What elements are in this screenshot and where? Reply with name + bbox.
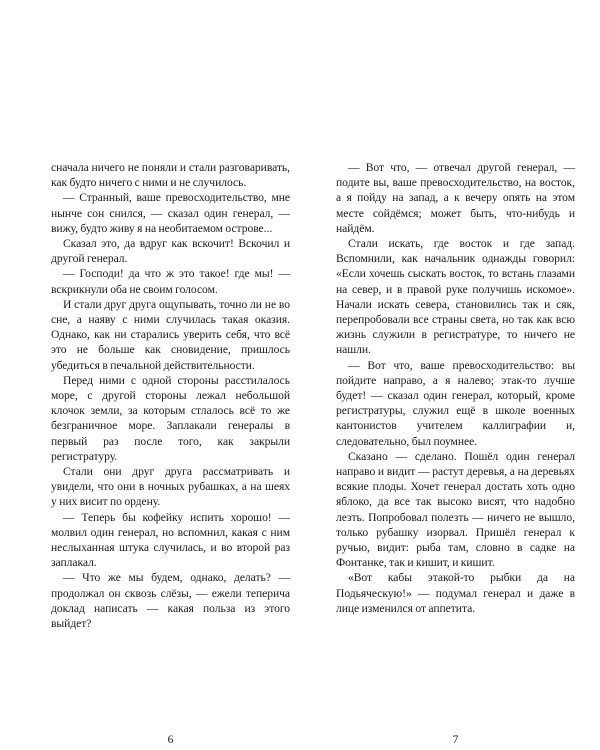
right-paragraph-1: — Вот что, — отвечал другой генерал, — подите вы, ваше превосходительство, на восток, а я пойду на запад, а к вечеру опять на этом месте сойдёмся; может быть, что-нибудь и найдём. (336, 161, 575, 235)
right-paragraph-4: Сказано — сделано. Пошёл один генерал направо и видит — растут деревья, а на деревьях всякие плоды. Хочет генерал достать хоть одно яблоко, да все так высоко висят, что надобно лезть. Попробовал полезть — ничего не вышло, только рубашку изорвал. Пришёл генерал к ручью, видит: рыба там, словно в садке на Фонтанке, так и кишит, и кишит. (336, 449, 575, 570)
left-paragraph-6: Перед ними с одной стороны расстилалось море, с другой стороны лежал небольшой клочок земли, за которым стлалось всё то же безграничное море. Заплакали генералы в первый раз после того, как закрыли регистратуру. (51, 373, 290, 463)
left-page (51, 160, 290, 631)
right-paragraph-5: «Вот кабы этакой-то рыбки да на Подьяческую!» — подумал генерал и даже в лице изменился от аппетита. (336, 571, 575, 615)
left-paragraph-2: — Странный, ваше превосходительство, мне нынче сон снился, — сказал один генерал, — вижу, будто живу я на необитаемом острове... (51, 191, 290, 235)
left-paragraph-5: И стали друг друга ощупывать, точно ли не во сне, а наяву с ними случилась такая оказия. Однако, как ни старались уверить себя, что всё это не больше как сновидение, пришлось убедиться в печальной действительности. (51, 297, 290, 372)
right-paragraph-3: — Вот что, ваше превосходительство: вы пойдите направо, а я налево; этак-то лучше будет! — сказал один генерал, который, кроме регистратуры, служил ещё в школе военных кантонистов учителем каллиграфии и, следовательно, был поумнее. (336, 358, 575, 448)
left-paragraph-7: Стали они друг друга рассматривать и увидели, что они в ночных рубашках, а на шеях у них висит по ордену. (51, 465, 290, 509)
right-page-text (336, 160, 575, 616)
left-paragraph-1: сначала ничего не поняли и стали разговаривать, как будто ничего с ними и не случилось. (51, 161, 290, 190)
left-paragraph-4: — Господи! да что ж это такое! где мы! — вскрикнули оба не своим голосом. (51, 267, 290, 296)
right-page-number: 7 (452, 734, 459, 746)
left-paragraph-8: — Теперь бы кофейку испить хорошо! — молвил один генерал, но вспомнил, какая с ним неслыханная штука случилась, и во второй раз заплакал. (51, 510, 290, 570)
left-paragraph-9: — Что же мы будем, однако, делать? — продолжал он сквозь слёзы, — ежели теперича доклад написать — какая польза из этого выйдет? (51, 571, 290, 631)
right-page (336, 160, 575, 616)
left-page-number: 6 (167, 734, 174, 746)
right-paragraph-2: Стали искать, где восток и где запад. Вспомнили, как начальник однажды говорил: «Если хочешь сыскать восток, то встань глазами на север, и в правой руке получишь искомое». Начали искать севера, становились так и сяк, перепробовали все страны света, но так как всю жизнь служили в регистратуре, то ничего не нашли. (336, 237, 575, 357)
left-page-text (51, 160, 290, 631)
left-paragraph-3: Сказал это, да вдруг как вскочит! Вскочил и другой генерал. (51, 237, 290, 266)
